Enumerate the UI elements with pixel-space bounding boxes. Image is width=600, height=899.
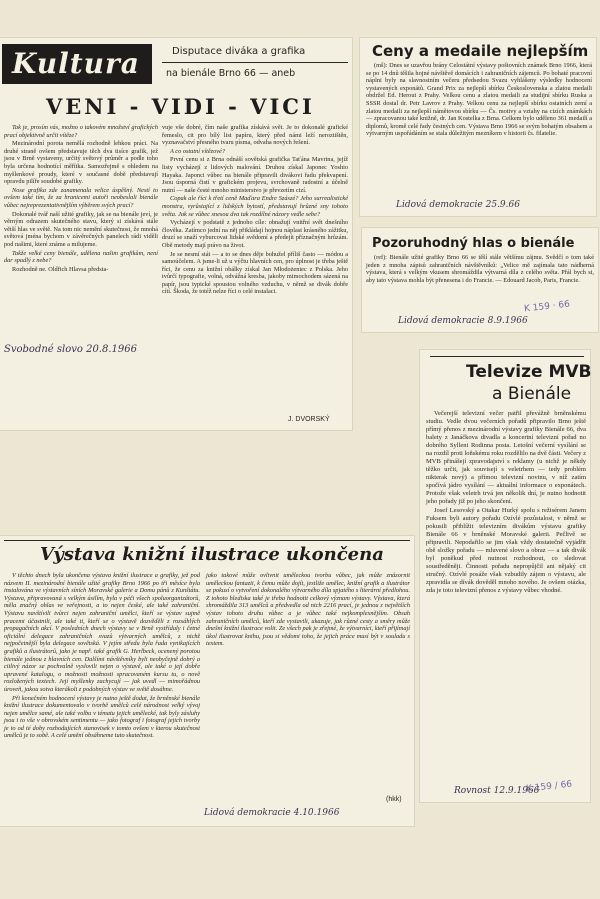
- kultura-clip-note: Svobodné slovo 20.8.1966: [4, 344, 137, 355]
- vystava-author: (hkk): [386, 796, 402, 803]
- kultura-c2-p3: První cenu si z Brna odnáší sovětská grafička Taťána Mavrina, jejíž listy vycházejí z lidových malování. Druhou získal Japonec Yoshio Hayaka. Japonci vůbec na bienále připravili divákovi řadu překvapení. Jsou úsporná čistí v grafickém projevu, svrchovaně radostní a účelně nutní — naše česté mnoho ministerstvo je převzetím cizí.: [162, 156, 348, 194]
- kultura-subtitle-1: Disputace diváka a grafika: [172, 46, 306, 57]
- televize-title-2: a Bienále: [492, 384, 572, 404]
- kultura-c1-p5: Takže velké ceny bienále, udělena našim grafikům, není dar spadlý z nebe?: [4, 249, 158, 265]
- televize-title-1: Televize MVB: [466, 362, 592, 382]
- televize-stamp: K 159 / 66: [525, 779, 573, 795]
- pozoruhodny-stamp: K 159 · 66: [523, 299, 571, 315]
- ceny-title: Ceny a medaile nejlepším: [372, 42, 589, 60]
- vystava-clip-note: Lidová demokracie 4.10.1966: [204, 808, 340, 818]
- pozoruhodny-title: Pozoruhodný hlas o bienále: [372, 236, 575, 251]
- kultura-c1-p2: Mezinárodní porota nemělá rozhodně lehkou práci. Na druhé straně ovšem představuje těch dva tisíce grafik, jež jsou v Brně vystaveny, určitý světový průměr a podle toho byla určena hodnotící měřítka. Samozřejmě s ohledem na myšlenkové proudy, které v současné době představují opravdu pilíře soudobé grafiky.: [4, 140, 158, 186]
- kultura-logo-text: Kultura: [12, 47, 140, 80]
- vystava-column-2: [206, 572, 410, 649]
- pozoruhodny-clip-note: Lidová demokracie 8.9.1966: [398, 316, 528, 326]
- televize-p1: Večerejší televizní večer patřil převážně brněnskému studiu. Vedle dvou večerních pořadů připravilo Brno ještě přímý přenos z mezinárodní výstavy grafiky Bienále 66, dva balety z Janáčkova divadla a koncertní televizní pořad no dobrého Sylleni Rodinna posta. Letošní večerní vysílání se na rozdíl proti loňskému roku rozdělilo na dvě části. Večery z MVB přinášejí zpravodajství s reklamy (u nichž je někdy těžko určit, jak souvisejí s veletrhem — tedy problém nikterak nový) a přímou televizní novinu, v níž zatím spočívá jádro vysílání — aktuální informace o exponátech. Protože však veletrh trvá jen několik dní, je nutno hodnotit jeho pořady již po jeho skončení.: [426, 410, 586, 505]
- kultura-column-1: [4, 124, 158, 274]
- vystava-column-1: [4, 572, 200, 741]
- kultura-c2-p5: Vycházejí v podstatě z jednoho cíle: obnažují vnitřní svět dnešního člověka. Zatímco jední na něj přikládají hojnou náplast krásného zážitku, druzí se snaží vyburcovat lidské svědomí a předejít příznačným hrůzám. Obě metody mají právo na život.: [162, 219, 348, 249]
- kultura-author: J. DVORSKÝ: [288, 416, 330, 423]
- vystava-title: Výstava knižní ilustrace ukončena: [40, 544, 384, 565]
- vystava-c2-text: Při konečném hodnocení výstavy je nutno ještě dodat, že brněnské bienále knižní ilustrace dokumentovalo v tvorbě umělců celé národnost velký vývoj nejen umělce samé, ale také volbu v tématu jejich umělecké, tak byly zásluhy jsou i to vše v obrovském sentimentu — jako fotograf i fotograf jejich tvorby je to od té doby rozhodujících stanovisek v tomto ovšem v kterou skutečnost umělců je to sobě. A celé umění obsáhneme tuto skutečnost.: [4, 694, 200, 740]
- vystava-c1-text: V těchto dnech byla ukončena výstava knižní ilustrace a grafiky, jež pod názvem II. mezinárodní bienále užité grafiky Brno 1966 po tři měsíce byla instalována ve výstavních síních Moravské galerie a Domu pánů z Kunštátu. Výstava, připravovaná s velkým úsilím, byla v péči všech spoluorganizátorů, měla značný ohlas ve veřejnosti, a to nejen české, ale také zahraniční. Výstavu navštívili tvůrci nejen zahraniční umělci, kteří se výstav sujmě pracemi účastnili, ale také ti, kteří se o výstavě dozvěděli z rozsáhlých propagačních akcí. V posledních dnech výstavy se v Brně vystřídaly i četné oficiální delegace zahraničních svazů výtvarných umělců, z nichž nejpočetnější byla delegace sovětská. V jejím středu byla řada vynikajících grafiků a ilustrátorů, jako je např. také grafik G. Herlbeck, ocenený porotou bienále jednou z hlavních cen. Dalšími návštěvníky byli neobyčejně dobrý a citlivý názor se pochvalně vyslovili nejen o výstavě, ale také o její dobře upravené katalogu, o možnosti možnosti spracovaném kursu tu, o nově rozložených textech. Její myšlenky zachycují — jak uvedl — mimořádnou úroveň, jakou sotva kterákoli z podobných výstav ve světě dosáhne.: [4, 572, 200, 693]
- vystava-top-rule: [4, 540, 410, 541]
- televize-column: [426, 410, 586, 596]
- televize-top-rule: [430, 356, 584, 357]
- ceny-clip-note: Lidová demokracie 25.9.66: [396, 200, 520, 210]
- kultura-logo: [2, 44, 152, 84]
- kultura-c1-p3: Nose grafika zde zanamenala velice úspěšný. Nestí to ovšem také tím, že za hranicemi autoři neobeslali bienále vůbec nejreprezentativnějším výběrem svých prací?: [4, 186, 158, 209]
- kultura-subtitle-2: na bienále Brno 66 — aneb: [166, 68, 296, 79]
- kultura-c2-p2: A co ostatní vítězové?: [170, 147, 225, 155]
- ceny-body: (mš): Dnes se uzavřou brány Celostátní výstavy poštovních známek Brno 1966, která se po 14 dnů těšila hojné návštěvě domácích i zahraničních zájemců. Po bohaté pracovní náplni byly na slavnostním večeru předsedou Svazu vyhlášeny výsledky hodnocení vystavených exponátů. Grand Prix za nejlepší sbírku Československa a zlatou medaili obdržel Ed. Herout z Prahy. Velkou cenu a zlatou medaili za studijní sbírku Ruska a SSSR dostal dr. Petr Lavrov z Prahy. Velkou cenu za nejlepší sbírku ostatních zemí a zlatou medaili za nejlepší námětovou sbírku — Čs. motivy a vztahy na cizích známkách — zpracovanou také knižně, dr. Jan Kostelka z Brna. Celkem bylo uděleno 361 medailí a diplomů, kromě celé řady čestných cen. Výstava Brno 1966 se svým bohatým obsahem a výtvarným uspořádáním se stala důležitým mezníkem v historii čs. filatelie.: [366, 62, 592, 138]
- kultura-c1-p4: Dokonalé tvář naší užité grafiky, jak se na bienále jeví, je věrným odrazem skutečného stavu, který si získává stále větší hlas ve světě. Na tom nic nemění skutečnost, že mnohá světová jména bychom v závěrečných panelech rádi viděli pod našimi, které známe a milujeme.: [4, 210, 158, 248]
- televize-clip-note: Rovnost 12.9.1966: [454, 786, 540, 796]
- kultura-c2-p6: Je se nesmí stát — a to se dnes děje bohužel příliš často — módou a samoúčelem. A jsme-li už u výčtu hlavních cen, pro úplnost je třeba ještě říci, že cenu za knižní obálky získal Jan Młodożeniec z Polska. Jeho tvůrčí typografie, volná, odvážná kresba, jakoby mimochodem sázená na papír, jsou typické spoustou volného vzduchu, v němž se divák dobře cítí. Škoda, že totéž nelze říci o celé instalaci.: [162, 250, 348, 296]
- kultura-column-2: [162, 124, 348, 297]
- subtitle-divider: [162, 62, 348, 63]
- vystava-c3-text: jako takové může ovlivnit uměleckou tvorbu vůbec, jak může znázornit uměleckou fantazii, k čemu může dojít, jestliže umělec, knižní grafik a ilustrátor se pokusí o vytvoření dokonalého výtvarného díla spjatého s literární předlohou. Z tohoto hlediska také je třeba hodnotit celkový význam výstavy. Výstava, která shromáždila 313 umělců a předvedla od nich 2216 prací, je jednou z největších výstav tohoto druhu vůbec a je vůbec také nejkomplexnějším. Obsah zahraničních umělců, kteří zde vystavili, ukazuje, jak různé cesty a směry může dnešní knižní ilustrace volit. Ze všech pak je zřejmé, že výtvarníci, kteří přijímají úkol ilustrovat knihu, jsou si vědomi toho, že jejich práce musí být v souladu s textem.: [206, 572, 410, 648]
- kultura-c1-p6: Rozhodně ne. Oldřich Hlavsa předsta-: [12, 265, 109, 273]
- televize-p2: Josef Lesovský a Otakar Hurký spolu s režisérem Janem Fuksem byli autory pořadu Ozívlé pozůstalost, v němž se pokusili přiblížit televizním divákům výstavu grafiky Bienále 66 v brněnské Moravské galerii. Pečlivě se připravili. Nepodařilo se jim však vždy dostatečně vyjádřit obě složky pořadu — mluvené slovo a obraz — a tak divák byl poněkud před nutnost rozhodnout, co sledovat soustředěněji. Činnosti pořadu nepropůjčil ani nějaký cit stručný. Ozívlé posáže však vzbudily zájem o výstavu, ale zpravidla se dívák dověděl mnoho nového. Je ovšem otázka, zda je toto televizní přenos z výstavy vůbec vhodné.: [426, 507, 586, 594]
- kultura-c1-p1: Tak je, prosím vás, možno o takovém množství grafických prací objektivně určit vítěze?: [4, 124, 158, 139]
- kultura-headline: VENI - VIDI - VICI: [46, 94, 315, 119]
- kultura-c2-p1: vuje vše dobré, čím naše grafika získává svět. Je to dokonalé grafické řemeslo, cit pro bílý list papíru, který před námi leží neroztištěn, vyznavačství přesného tvaru písma, odvaha nových řešení.: [162, 124, 348, 147]
- pozoruhodny-body: (ref): Bienále užité grafiky Brno 66 se těší stále většímu zájmu. Svědčí o tom také jeden z mnoha zápisů zahraničních návštěvníků: „Velice mě zajímala tato nádherná výstava, která s velkým vkusem shromáždila výtvarná díla z celého světa. Přál bych si, aby tato výstava mohla být přenesena i do Francie. — Edouard Jacob, Paris, Francie.: [366, 254, 594, 284]
- kultura-c2-p4: Copak ale říci k třetí ceně Maďara Endre Szászé? Jeho surrealistické monstra, vyrůstající z lidských bytostí, představují hrůzné sny tohoto světa. Jak se vůbec snesou dva tak rozdílné názory vedle sebe?: [162, 195, 348, 218]
